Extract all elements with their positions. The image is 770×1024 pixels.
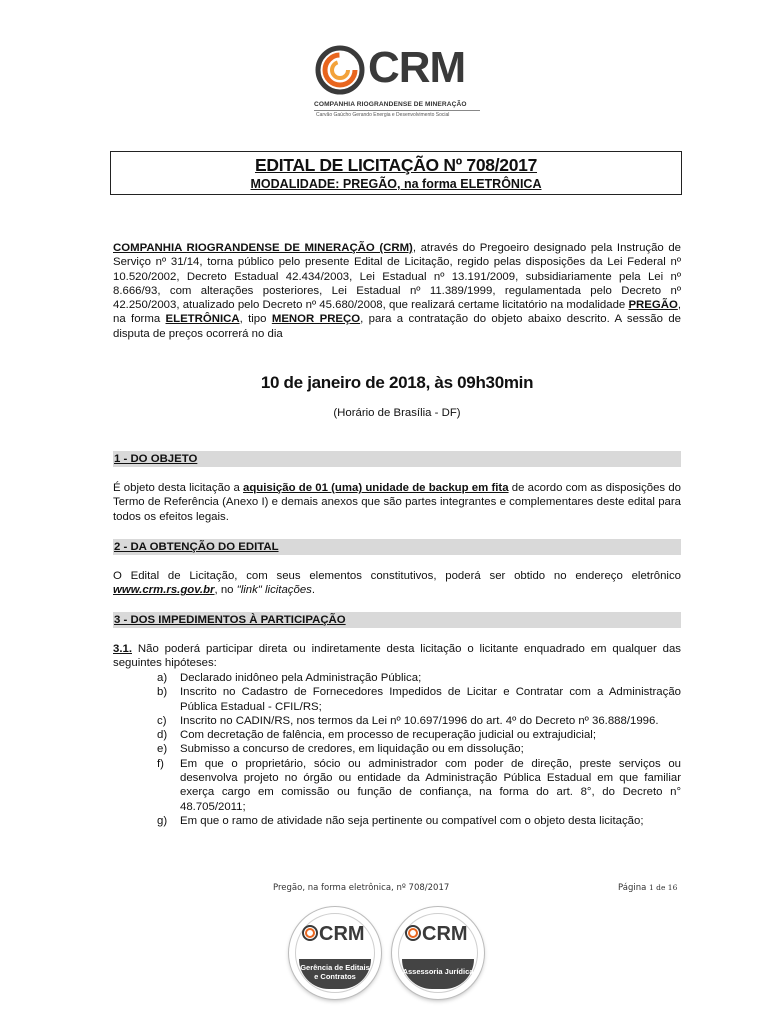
section-impedimentos-lead xyxy=(113,642,681,671)
intro-pregao: PREGÃO xyxy=(628,299,678,312)
list-item-text: Inscrito no Cadastro de Fornecedores Impedidos de Licitar e Contratar com a Administração Pública Estadual - CFIL/RS; xyxy=(180,686,681,713)
objeto-bold: aquisição de 01 (uma) unidade de backup em fita xyxy=(243,482,509,494)
section-heading-text: 2 - DA OBTENÇÃO DO EDITAL xyxy=(114,541,279,553)
list-item-text: Declarado inidôneo pela Administração Pública; xyxy=(180,672,422,684)
crm-swirl-icon xyxy=(314,44,366,96)
logo-tagline: Carvão Gaúcho Gerando Energia e Desenvolvimento Social xyxy=(316,112,450,118)
intro-text-2: , na forma xyxy=(113,299,681,326)
crm-swirl-icon xyxy=(404,924,422,942)
seal-wordmark: CRM xyxy=(319,923,365,945)
edital-link-text: "link" licitações xyxy=(236,584,312,597)
list-item-text: Em que o proprietário, sócio ou administrador com poder de direção, preste serviços ou desenvolva projeto no órgão ou entidade da Administração Pública Estadual em que familiar exerça cargo em comissão ou função de confiança, na forma do art. 8°, do Decreto n° 48.705/2011; xyxy=(180,757,681,813)
intro-text-3: , tipo xyxy=(239,313,272,326)
list-item xyxy=(113,814,681,828)
edital-text-3: . xyxy=(311,584,316,597)
list-item xyxy=(113,714,681,728)
list-marker: a) xyxy=(157,672,168,684)
edital-text-2: , no xyxy=(214,584,237,597)
logo-divider xyxy=(314,110,480,111)
section-heading-text: 3 - DOS IMPEDIMENTOS À PARTICIPAÇÃO xyxy=(114,614,346,626)
list-item-text: Inscrito no CADIN/RS, nos termos da Lei nº 10.697/1996 do art. 4º do Decreto nº 36.888/1996. xyxy=(180,714,659,727)
logo-company-name: COMPANHIA RIOGRANDENSE DE MINERAÇÃO xyxy=(314,101,467,108)
list-item-text: Com decretação de falência, em processo de recuperação judicial ou extrajudicial; xyxy=(180,729,596,742)
seal-gerencia-editais xyxy=(289,907,381,999)
objeto-text-1: É objeto desta licitação a xyxy=(113,482,244,494)
objeto-text-2: de acordo com as disposições do Termo de Referência (Anexo I) e demais anexos que são partes integrantes e complementares deste edital para todos os efeitos legais. xyxy=(113,482,682,523)
seal-wordmark: CRM xyxy=(422,923,468,945)
clause-lead-text: Não poderá participar direta ou indiretamente desta licitação o licitante enquadrado em qualquer das seguintes hipóteses: xyxy=(113,643,681,670)
impedimentos-list xyxy=(113,671,681,828)
section-heading-impedimentos xyxy=(113,612,681,628)
list-marker: c) xyxy=(157,714,167,727)
list-marker: b) xyxy=(157,686,168,699)
intro-text-4: , para a contratação do objeto abaixo descrito. A sessão de disputa de preços ocorrerá no dia xyxy=(113,313,681,340)
section-objeto-paragraph xyxy=(113,481,681,524)
list-item xyxy=(113,685,681,714)
page-label: Página xyxy=(618,883,647,893)
section-edital-paragraph xyxy=(113,569,681,598)
section-heading-objeto xyxy=(113,451,681,467)
list-item xyxy=(113,757,681,814)
page-count: 1 de 16 xyxy=(649,883,678,892)
intro-paragraph xyxy=(113,241,681,341)
list-marker: d) xyxy=(157,729,168,742)
list-marker: e) xyxy=(157,743,168,756)
list-item xyxy=(113,728,681,742)
list-item-text: Em que o ramo de atividade não seja pertinente ou compatível com o objeto desta licitação; xyxy=(180,814,644,827)
section-heading-edital xyxy=(113,539,681,555)
list-item xyxy=(113,742,681,756)
list-marker: g) xyxy=(157,814,168,827)
document-title: EDITAL DE LICITAÇÃO Nº 708/2017 xyxy=(254,155,538,175)
title-box xyxy=(110,151,682,195)
intro-company: COMPANHIA RIOGRANDENSE DE MINERAÇÃO (CRM) xyxy=(113,242,413,254)
intro-text-1: , através do Pregoeiro designado pela Instrução de Serviço nº 31/14, torna público pelo presente Edital de Licitação, regido pelas disposições da Lei Federal nº 10.520/2002, Decreto Estadual 42.434/2003, Lei Estadual nº 13.191/2009, subsidiariamente pela Lei nº 8.666/93, com alterações posteriores, Lei Estadual nº 11.389/1999, regulamentada pelo Decreto nº 42.250/2003, atualizado pelo Decreto nº 45.680/2008, que realizará certame licitatório na modalidade xyxy=(113,242,682,312)
session-date: 10 de janeiro de 2018, às 09h30min xyxy=(260,373,534,392)
footer-page-number xyxy=(618,883,677,893)
clause-number: 3.1. xyxy=(113,643,132,655)
session-timezone: (Horário de Brasília - DF) xyxy=(333,407,461,419)
seal-label: Gerência de Editais e Contratos xyxy=(300,963,370,981)
document-subtitle: MODALIDADE: PREGÃO, na forma ELETRÔNICA xyxy=(250,177,542,191)
edital-link[interactable]: www.crm.rs.gov.br xyxy=(113,584,215,597)
logo-wordmark: CRM xyxy=(368,43,466,92)
edital-text-1: O Edital de Licitação, com seus elementos constitutivos, poderá ser obtido no endereço eletrônico xyxy=(113,570,681,582)
footer-document-ref: Pregão, na forma eletrônica, nº 708/2017 xyxy=(273,883,450,893)
list-marker: f) xyxy=(157,757,164,770)
intro-menor-preco: MENOR PREÇO xyxy=(271,313,361,326)
list-item xyxy=(113,671,681,685)
seal-label: Assessoria Jurídica xyxy=(402,967,474,976)
crm-logo xyxy=(314,44,484,122)
seal-assessoria-juridica xyxy=(392,907,484,999)
intro-eletronica: ELETRÔNICA xyxy=(165,313,240,326)
list-item-text: Submisso a concurso de credores, em liquidação ou em dissolução; xyxy=(180,743,524,756)
crm-swirl-icon xyxy=(301,924,319,942)
section-heading-text: 1 - DO OBJETO xyxy=(114,453,198,465)
